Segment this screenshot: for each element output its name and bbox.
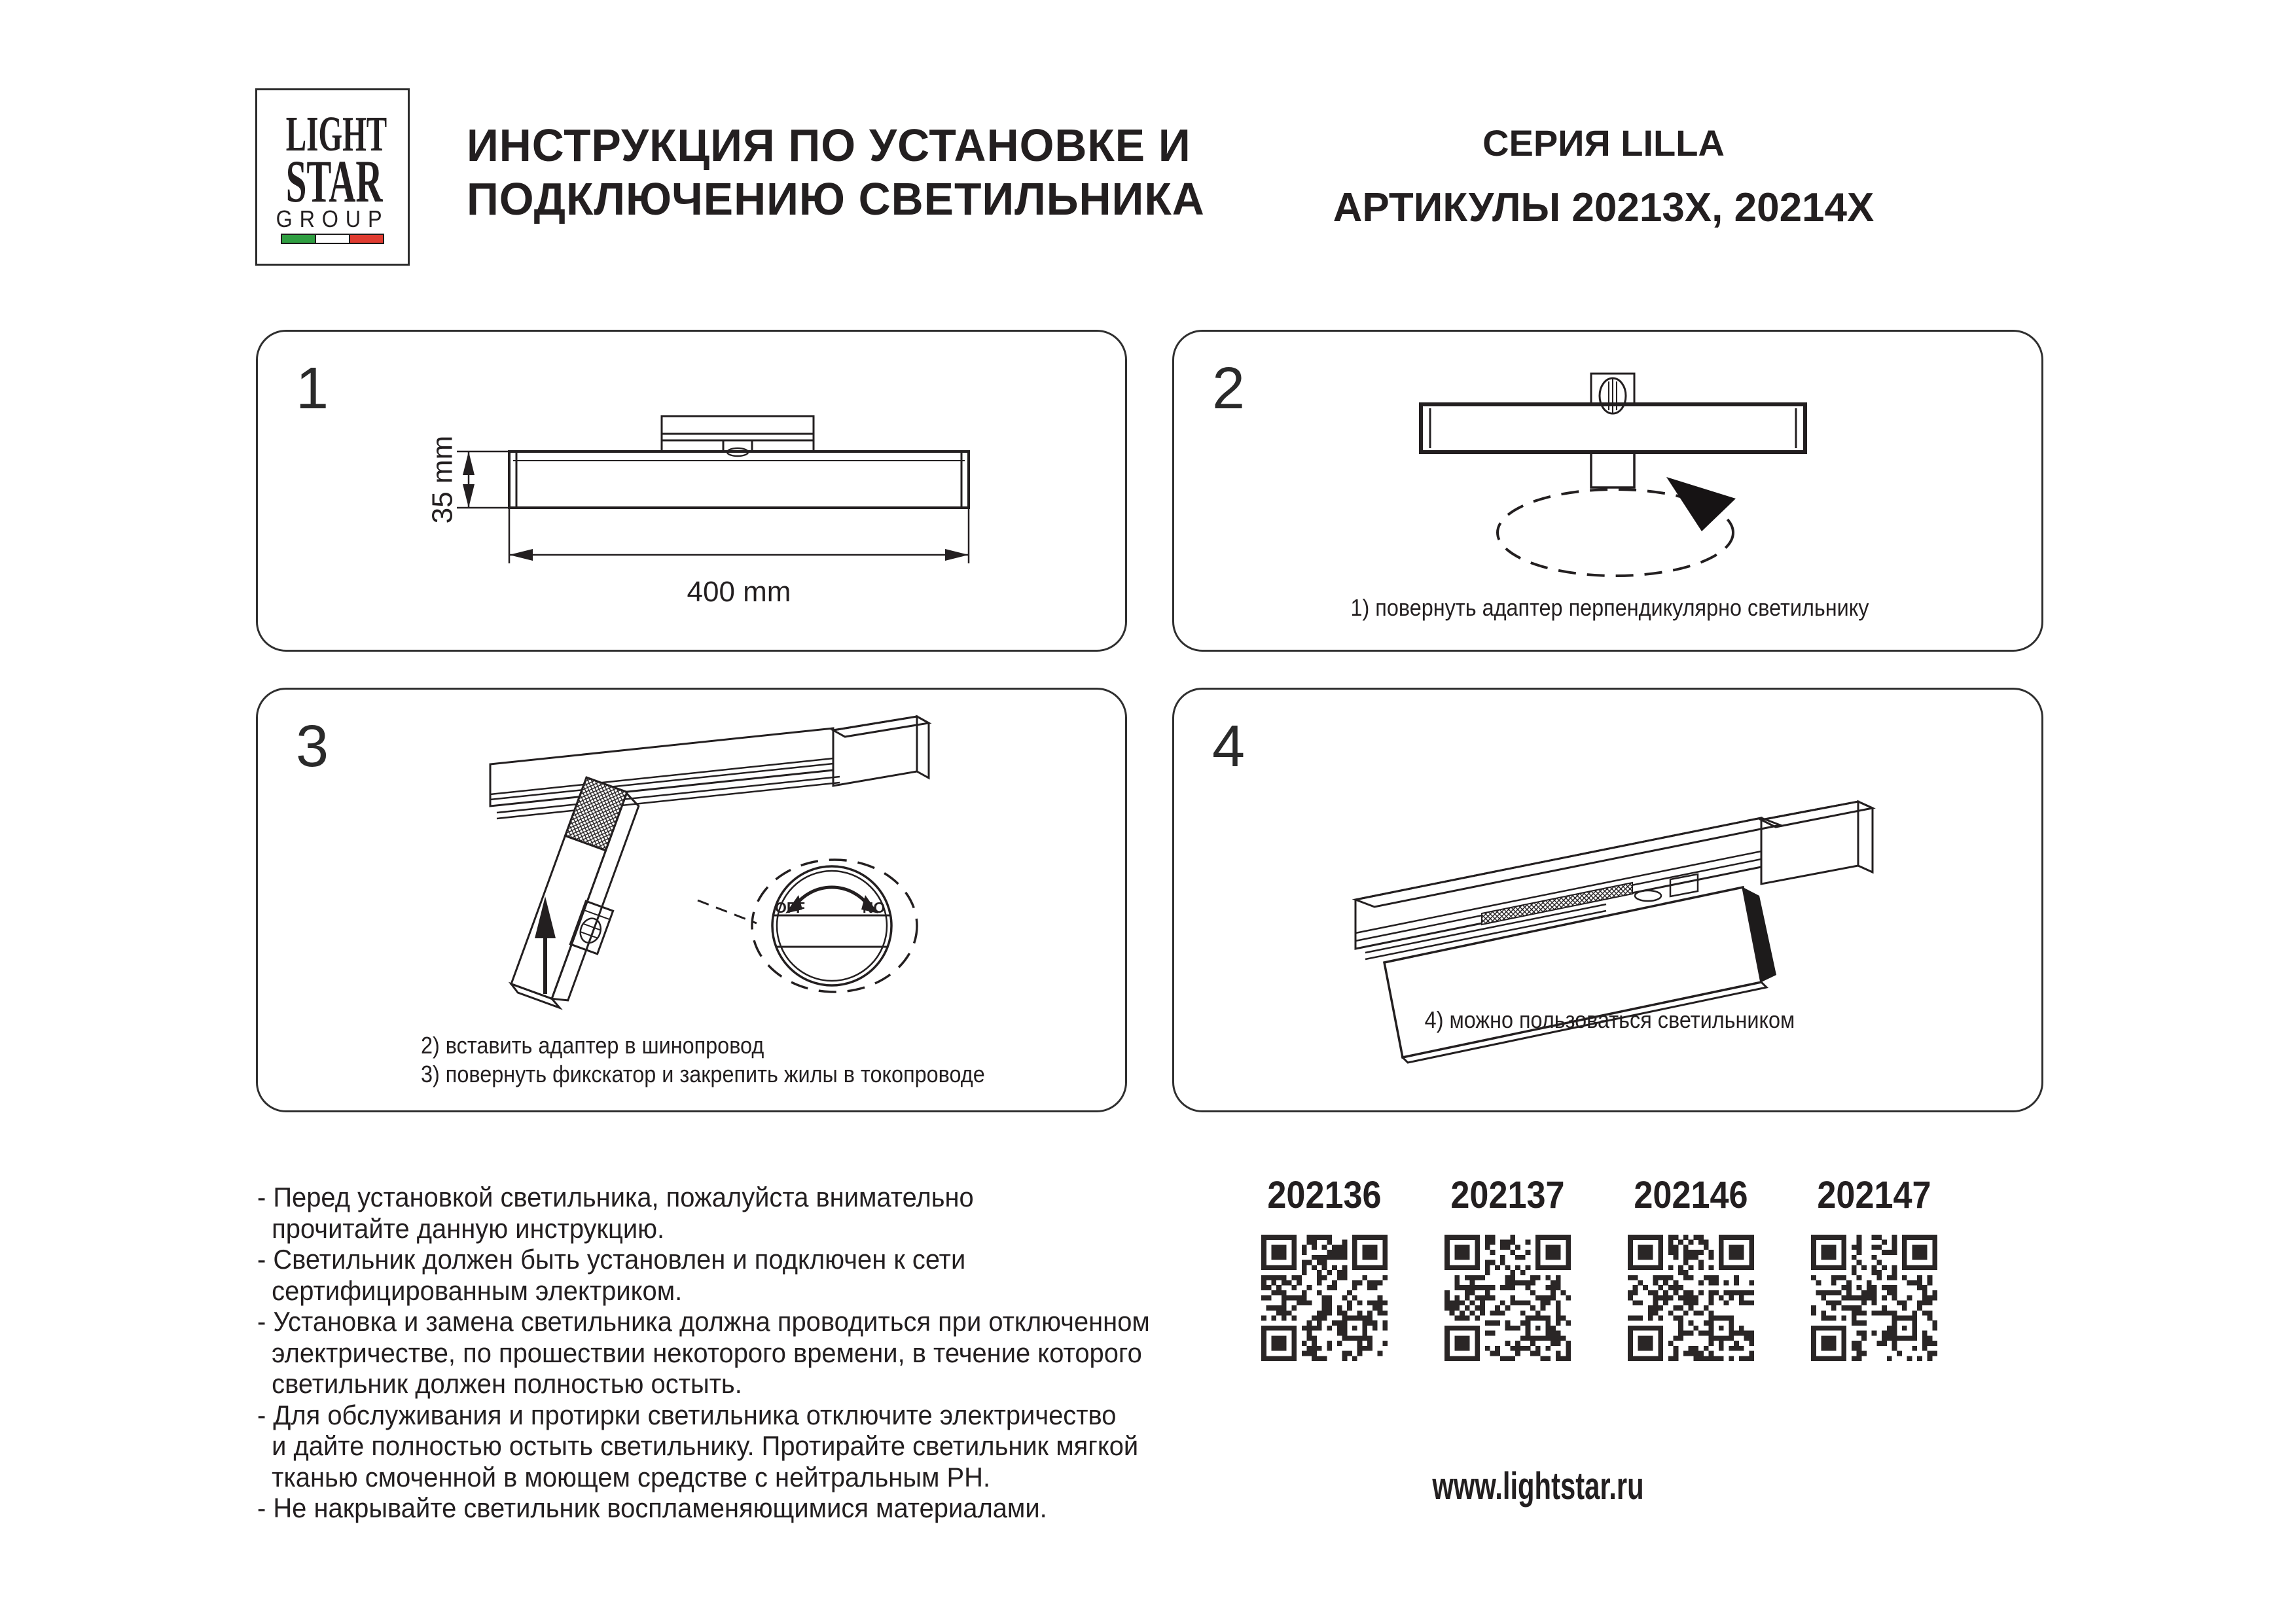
note-line: - Светильник должен быть установлен и подключен к сети xyxy=(257,1244,966,1275)
flag-red-stripe xyxy=(350,235,383,243)
lamp-body-side-view xyxy=(509,451,969,508)
mounted-lamp-drawing xyxy=(1174,690,2041,1110)
track-rail xyxy=(1355,802,1873,959)
article-number-202136: 202136 xyxy=(1267,1174,1382,1216)
lamp-end-face xyxy=(1743,887,1776,982)
dimension-arrow-icon xyxy=(463,451,475,475)
fixator-detail-view xyxy=(752,860,917,992)
note-line: прочитайте данную инструкцию. xyxy=(257,1212,665,1244)
qr-code xyxy=(1261,1235,1388,1361)
step-number-1: 1 xyxy=(296,356,329,421)
step-panel-3 xyxy=(256,688,1127,1112)
qr-code-202146 xyxy=(1628,1235,1754,1361)
lightstar-logo xyxy=(255,88,410,266)
step-number-4: 4 xyxy=(1212,714,1246,779)
step-3-caption-line-2: 3) повернуть фикскатор и закрепить жилы в токопроводе xyxy=(421,1061,985,1087)
articles-label: АРТИКУЛЫ 20213X, 20214X xyxy=(1333,185,1874,230)
lamp-dimensions-drawing xyxy=(258,332,1125,650)
note-line: сертифицированным электриком. xyxy=(257,1275,683,1306)
article-number-202137: 202137 xyxy=(1450,1174,1565,1216)
page-title-line-1: ИНСТРУКЦИЯ ПО УСТАНОВКЕ И xyxy=(467,120,1191,171)
step-4-caption: 4) можно пользоваться светильником xyxy=(1424,1006,1795,1033)
flag-white-stripe xyxy=(315,235,350,243)
note-line: светильник должен полностью остыть. xyxy=(257,1368,742,1399)
height-dimension xyxy=(427,436,509,523)
step-2-caption: 1) повернуть адаптер перпендикулярно светильнику xyxy=(1350,594,1869,621)
fixator-screw xyxy=(1635,891,1661,901)
page-title-line-2: ПОДКЛЮЧЕНИЮ СВЕТИЛЬНИКА xyxy=(467,173,1205,224)
logo-word-star: STAR xyxy=(285,148,383,215)
note-line: электричестве, по прошествии некоторого времени, в течение которого xyxy=(257,1337,1142,1368)
note-line: - Для обслуживания и протирки светильника отключите электричество xyxy=(257,1399,1117,1430)
note-line: - Не накрывайте светильник воспламеняющимися материалами. xyxy=(257,1492,1047,1523)
step-3-caption-line-1: 2) вставить адаптер в шинопровод xyxy=(421,1032,764,1059)
article-number-202147: 202147 xyxy=(1817,1174,1931,1216)
series-label: СЕРИЯ LILLA xyxy=(1482,122,1725,164)
step-number-3: 3 xyxy=(296,714,329,779)
logo-word-light: LIGHT xyxy=(285,107,387,162)
step-panel-1 xyxy=(256,330,1127,652)
step-number-2: 2 xyxy=(1212,356,1246,421)
flag-green-stripe xyxy=(282,235,315,243)
qr-code xyxy=(1811,1235,1937,1361)
note-line: и дайте полностью остыть светильнику. Протирайте светильник мягкой xyxy=(257,1430,1139,1461)
italian-flag-icon xyxy=(281,234,384,244)
step-panel-4 xyxy=(1172,688,2043,1112)
dimension-arrow-icon xyxy=(945,549,969,561)
adapter-tab xyxy=(1591,452,1634,487)
width-dimension xyxy=(509,508,969,608)
note-line: - Перед установкой светильника, пожалуйста внимательно xyxy=(257,1182,974,1212)
step-panel-2 xyxy=(1172,330,2043,652)
height-label: 35 mm xyxy=(426,435,459,524)
logo-word-group: GROUP xyxy=(276,205,389,232)
rotate-lock-arrow-icon xyxy=(795,887,869,906)
qr-code xyxy=(1444,1235,1571,1361)
dimension-arrow-icon xyxy=(509,549,533,561)
qr-code xyxy=(1628,1235,1754,1361)
lamp-with-adapter xyxy=(509,777,653,1014)
article-number-202146: 202146 xyxy=(1634,1174,1748,1216)
qr-code-202137 xyxy=(1444,1235,1571,1361)
lamp-body xyxy=(1384,887,1776,1063)
qr-code-202147 xyxy=(1811,1235,1937,1361)
dimension-arrow-icon xyxy=(463,484,475,508)
safety-notes xyxy=(257,1182,1150,1524)
note-line: тканью смоченной в моющем средстве с нейтральным PH. xyxy=(257,1461,991,1492)
track-rail xyxy=(490,716,929,819)
qr-code-202136 xyxy=(1261,1235,1388,1361)
detail-off-label: OFF xyxy=(775,899,805,916)
detail-on-label: NO xyxy=(862,899,886,916)
width-label: 400 mm xyxy=(687,576,791,608)
note-line: - Установка и замена светильника должна проводиться при отключенном xyxy=(257,1306,1150,1337)
website-url: www.lightstar.ru xyxy=(1432,1465,1644,1508)
rotation-arrow-icon xyxy=(1666,477,1736,531)
